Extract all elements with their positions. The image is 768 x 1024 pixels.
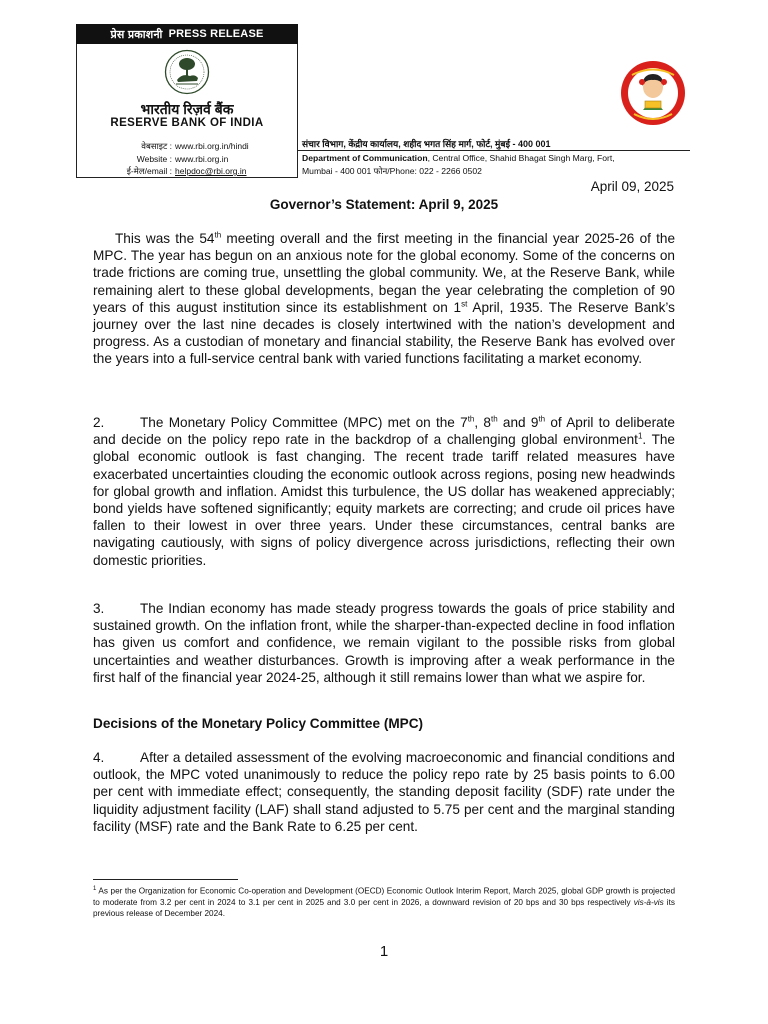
footnote — [93, 884, 675, 919]
paragraph-number: 3. — [93, 601, 105, 616]
department-hindi — [302, 137, 551, 150]
rbi-seal-icon — [164, 49, 210, 95]
press-release-banner — [76, 24, 298, 44]
footnote-number: 1 — [93, 886, 97, 892]
paragraph-2-text: . The global economic outlook is fast changing. The recent trade tariff related measures have exacerbated uncertainties clouding the economic outlook across regions, posing new headwinds for global growth and inflation. Amidst this turbulence, the US dollar has weakened appreciably; bond yields have softened significantly; equity markets are correcting; and crude oil prices have fallen to their lowest in over three years. Under these circumstances, central banks are navigating cautiously, with signs of policy divergence across jurisdictions, reflecting their own domestic priorities. — [93, 432, 675, 568]
department-address: , Central Office, Shahid Bhagat Singh Marg, Fort, — [427, 153, 615, 163]
footnote-reference[interactable]: 1 — [637, 431, 643, 441]
contact-website-hindi — [80, 141, 292, 152]
contact-website — [80, 154, 292, 164]
page-number: 1 — [379, 943, 389, 960]
paragraph-2-text: , 8 — [474, 415, 491, 430]
website-link[interactable]: www.rbi.org.in — [175, 154, 229, 164]
department-name: Department of Communication — [302, 153, 428, 163]
press-release-hindi: प्रेस प्रकाशनी — [110, 28, 163, 41]
department-hindi-name: संचार विभाग, — [302, 139, 346, 149]
paragraph-1-text: April, 1935. The Reserve Bank’s journey over the last nine decades is closely intertwined with the nation’s development and progress. As a custodian of monetary and financial stability, the Reserve Bank has evolved over the years into a full-service central bank with varied functions facilitating a market economy. — [93, 299, 675, 367]
superscript: th — [214, 230, 222, 240]
superscript: th — [467, 414, 475, 424]
beti-bachao-logo-icon — [620, 60, 686, 126]
superscript: th — [490, 414, 498, 424]
bank-name-hindi: भारतीय रिज़र्व बैंक — [140, 101, 234, 117]
contact-email — [80, 166, 292, 177]
contact-label: ई-मेल/email : — [126, 166, 172, 176]
website-hindi-link[interactable]: www.rbi.org.in/hindi — [175, 141, 249, 151]
paragraph-4 — [93, 749, 675, 835]
paragraph-2-text: and 9 — [497, 415, 539, 430]
press-release-label: PRESS RELEASE — [168, 28, 264, 40]
superscript: th — [538, 414, 546, 424]
paragraph-1-text: This was the 54 — [115, 231, 215, 246]
department-hindi-address: केंद्रीय कार्यालय, शहीद भगत सिंह मार्ग, फोर्ट, मुंबई - 400 001 — [345, 139, 551, 149]
department-english — [302, 153, 615, 163]
contact-label: Website : — [136, 154, 172, 164]
paragraph-2-text: The Monetary Policy Committee (MPC) met on the 7 — [140, 415, 468, 430]
header-divider — [298, 150, 690, 151]
paragraph-3 — [93, 600, 675, 686]
footnote-divider — [93, 879, 238, 880]
footnote-text: As per the Organization for Economic Co-operation and Development (OECD) Economic Outlook Interim Report, March 2025, global GDP growth is projected to moderate from 3.2 per cent in 2024 to 3.1 per cent in 2025 and 3.0 per cent in 2026, a downward revision of 20 bps and 30 bps respectively — [93, 886, 675, 907]
footnote-italic-text: vis-à-vis — [633, 897, 664, 907]
bank-name: RESERVE BANK OF INDIA — [110, 117, 264, 129]
paragraph-4-text: After a detailed assessment of the evolving macroeconomic and financial conditions and outlook, the MPC voted unanimously to reduce the policy repo rate by 25 basis points to 6.00 per cent with immediate effect; consequently, the standing deposit facility (SDF) rate under the liquidity adjustment facility (LAF) shall stand adjusted to 5.75 per cent and the marginal standing facility (MSF) rate and the Bank Rate to 6.25 per cent. — [93, 750, 675, 834]
paragraph-1-text: meeting overall and the first meeting in the financial year 2025-26 of the MPC. The year has begun on an anxious note for the global economy. Some of the concerns on trade frictions are coming true, unsettling the global community. We, at the Reserve Bank, while remaining alert to these global developments, began the year celebrating the completion of 90 years of this august institution since its establishment on 1 — [93, 231, 676, 315]
page-title: Governor’s Statement: April 9, 2025 — [269, 197, 499, 212]
paragraph-number: 2. — [93, 415, 105, 430]
paragraph-2-text: of April to deliberate and decide on the policy repo rate in the backdrop of a challenging global environment — [93, 415, 675, 448]
paragraph-1 — [93, 230, 675, 368]
paragraph-2 — [93, 414, 675, 569]
paragraph-number: 4. — [93, 750, 105, 765]
email-link[interactable]: helpdoc@rbi.org.in — [175, 166, 247, 176]
contact-label: वेबसाइट : — [141, 141, 172, 151]
superscript: st — [461, 299, 468, 309]
department-address-line-2: Mumbai - 400 001 फोन/Phone: 022 - 2266 0502 — [302, 166, 482, 176]
paragraph-3-text: The Indian economy has made steady progress towards the goals of price stability and sustained growth. On the inflation front, while the sharper-than-expected decline in food inflation has given us comfort and confidence, we remain vigilant to the possible risks from global uncertainties and weather disturbances. Growth is improving after a weak performance in the first half of the financial year 2024-25, although it still remains lower than what we aspire for. — [93, 601, 675, 685]
release-date: April 09, 2025 — [590, 179, 674, 194]
section-heading: Decisions of the Monetary Policy Committee (MPC) — [93, 716, 424, 731]
footnote-text: its previous release of December 2024. — [93, 897, 675, 918]
